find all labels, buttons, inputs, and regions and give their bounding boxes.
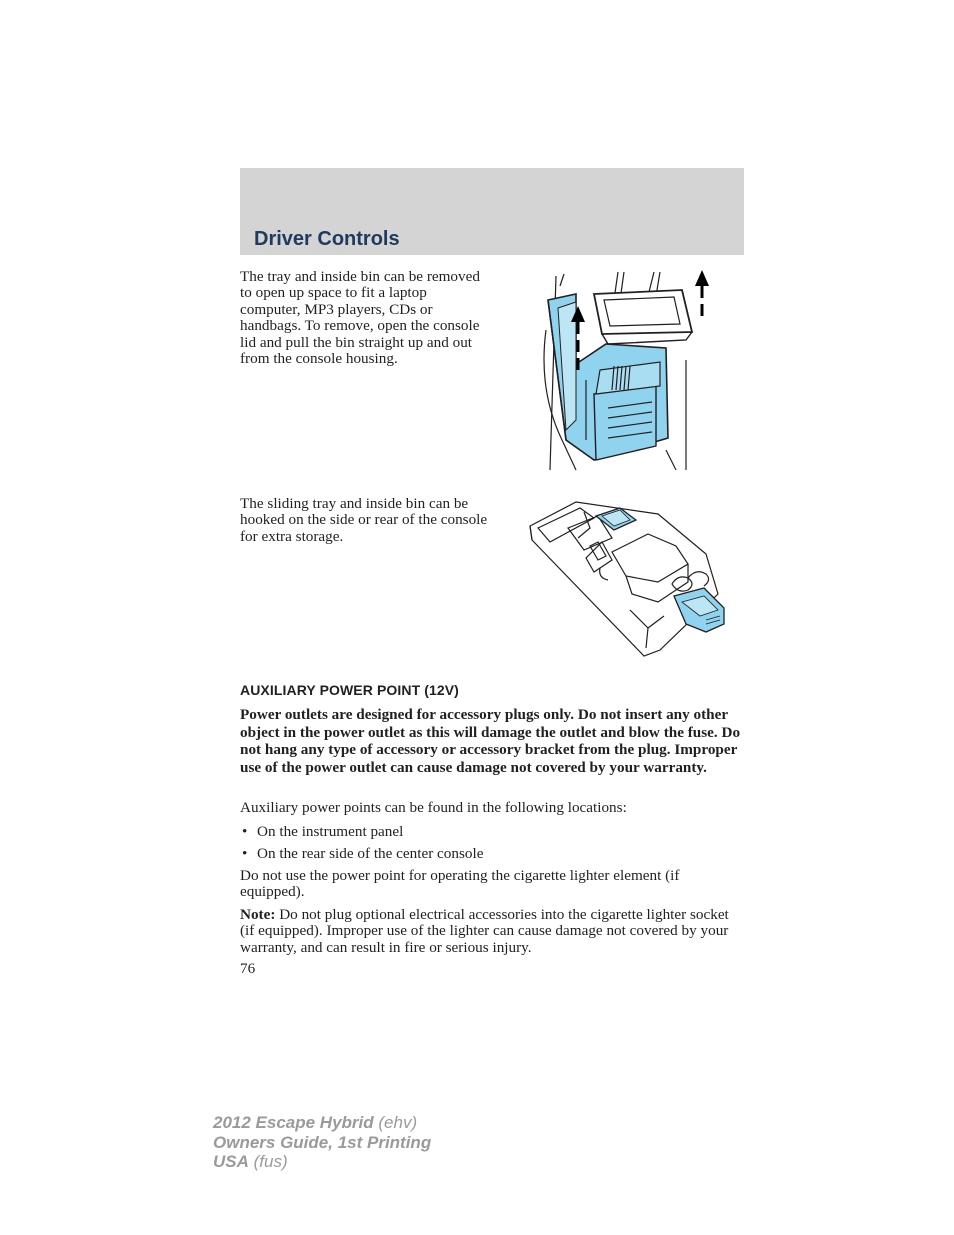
section-heading: AUXILIARY POWER POINT (12V) — [240, 682, 459, 698]
footer — [213, 1113, 431, 1172]
list-item — [240, 823, 746, 845]
console-storage-illustration — [528, 498, 728, 658]
footer-model-code: (ehv) — [373, 1113, 418, 1132]
bin-removal-illustration — [536, 270, 716, 474]
tray-removal-text: The tray and inside bin can be removed to open up space to fit a laptop computer, MP3 players, CDs or handbags. To remove, open the console lid and pull the bin straight up and out from the console housing. — [240, 268, 480, 368]
note-paragraph — [240, 907, 746, 956]
footer-market-code: (fus) — [248, 1152, 288, 1171]
location-label: On the instrument panel — [257, 823, 404, 840]
locations-intro: Auxiliary power points can be found in the following locations: — [240, 799, 627, 816]
lighter-note: Do not use the power point for operating the cigarette lighter element (if equipped). — [240, 867, 680, 901]
footer-market: USA — [213, 1152, 249, 1171]
header-band — [240, 168, 744, 255]
tray-hooking-text: The sliding tray and inside bin can be hooked on the side or rear of the console for extra storage. — [240, 495, 488, 545]
bullet-icon: • — [242, 845, 248, 862]
locations-list — [240, 823, 746, 867]
section-title: Driver Controls — [254, 228, 400, 250]
bullet-icon: • — [242, 823, 248, 840]
list-item — [240, 845, 746, 867]
note-label: Note: — [240, 906, 276, 923]
footer-model: 2012 Escape Hybrid — [213, 1113, 374, 1132]
page-number: 76 — [240, 960, 256, 977]
power-outlet-warning: Power outlets are designed for accessory plugs only. Do not insert any other object in the power outlet as this will damage the outlet and blow the fuse. Do not hang any type of accessory or accessory bracket from the plug. Improper use of the power outlet can cause damage not covered by your warranty. — [240, 706, 741, 776]
location-label: On the rear side of the center console — [257, 845, 484, 862]
note-text: Do not plug optional electrical accessories into the cigarette lighter socket (if equipped). Improper use of the lighter can cause damage not covered by your warranty, and can result in fire or serious injury. — [240, 906, 729, 956]
footer-edition: Owners Guide, 1st Printing — [213, 1132, 432, 1152]
